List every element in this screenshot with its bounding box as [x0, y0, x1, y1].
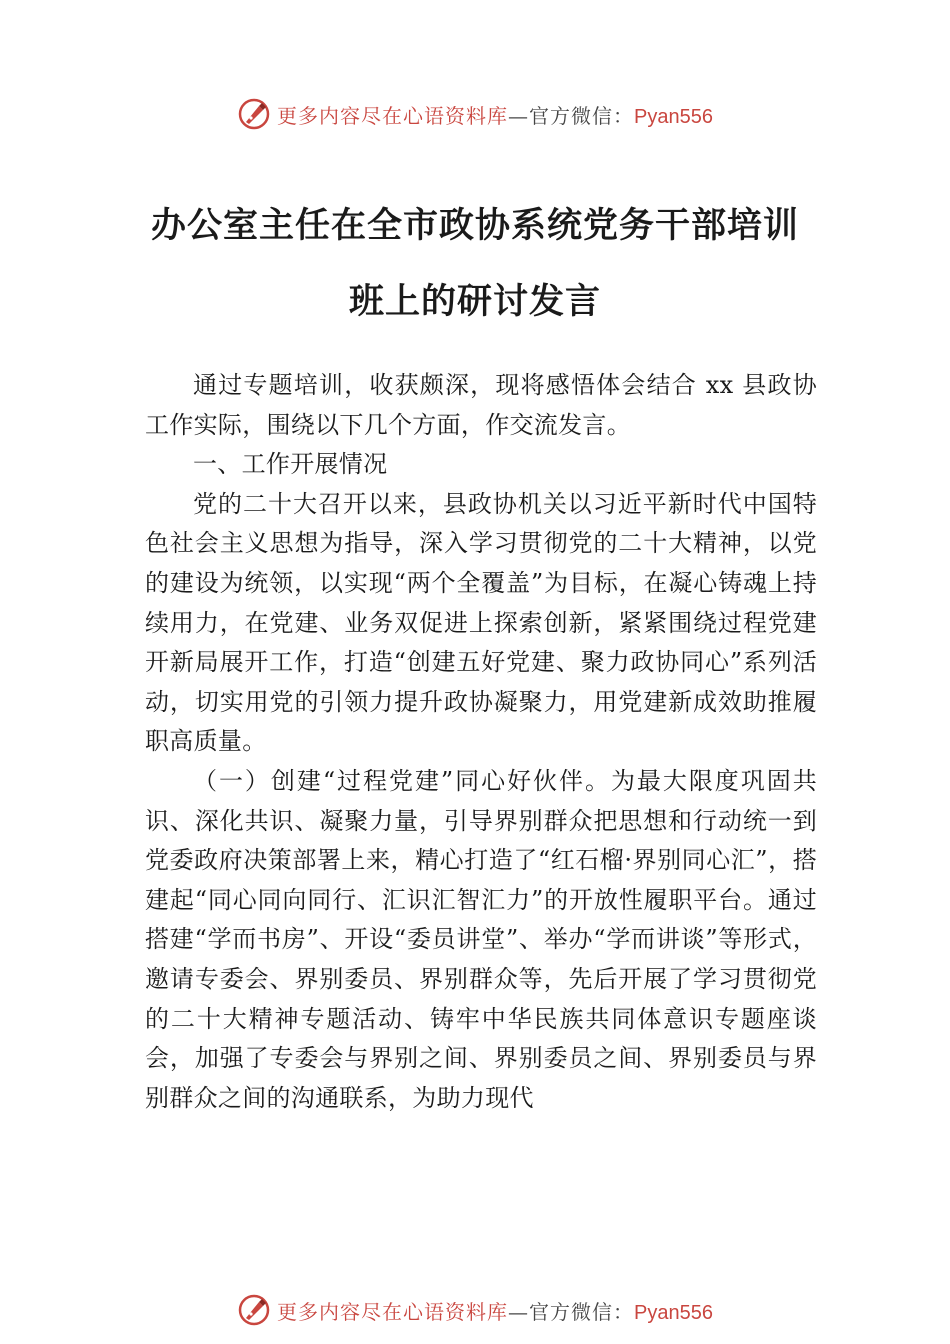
- document-title: [145, 188, 805, 340]
- pen-nib-logo-icon: [237, 97, 271, 131]
- document-body: [145, 366, 817, 1118]
- watermark-separator: —官方微信：: [508, 103, 635, 128]
- intro-paragraph: 通过专题培训，收获颇深，现将感悟体会结合 xx 县政协工作实际，围绕以下几个方面，作交流发言。: [145, 371, 817, 439]
- watermark-text: [277, 100, 713, 129]
- watermark-text: [277, 1296, 713, 1325]
- pen-nib-logo-icon: [237, 1293, 271, 1327]
- title-line-1: 办公室主任在全市政协系统党务干部培训: [150, 205, 799, 246]
- watermark-handle: Pyan556: [634, 1301, 713, 1324]
- watermark-main: 更多内容尽在心语资料库: [277, 1299, 509, 1324]
- watermark-handle: Pyan556: [634, 105, 713, 128]
- watermark-separator: —官方微信：: [508, 1299, 635, 1324]
- body-paragraph: 党的二十大召开以来，县政协机关以习近平新时代中国特色社会主义思想为指导，深入学习贯彻党的二十大精神，以党的建设为统领，以实现“两个全覆盖”为目标，在凝心铸魂上持续用力，在党建、业务双促进上探索创新，紧紧围绕过程党建开新局展开工作，打造“创建五好党建、聚力政协同心”系列活动，切实用党的引领力提升政协凝聚力，用党建新成效助推履职高质量。: [145, 489, 817, 756]
- watermark-main: 更多内容尽在心语资料库: [277, 103, 509, 128]
- header-watermark: [0, 94, 950, 134]
- footer-watermark: [0, 1290, 950, 1330]
- body-paragraph: （一）创建“过程党建”同心好伙伴。为最大限度巩固共识、深化共识、凝聚力量，引导界别群众把思想和行动统一到党委政府决策部署上来，精心打造了“红石榴·界别同心汇”，搭建起“同心同向同行、汇识汇智汇力”的开放性履职平台。通过搭建“学而书房”、开设“委员讲堂”、举办“学而讲谈”等形式，邀请专委会、界别委员、界别群众等，先后开展了学习贯彻党的二十大精神专题活动、铸牢中华民族共同体意识专题座谈会，加强了专委会与界别之间、界别委员之间、界别委员与界别群众之间的沟通联系，为助力现代: [145, 766, 817, 1112]
- title-line-2: 班上的研讨发言: [348, 281, 601, 322]
- section-heading: 一、工作开展情况: [193, 450, 388, 479]
